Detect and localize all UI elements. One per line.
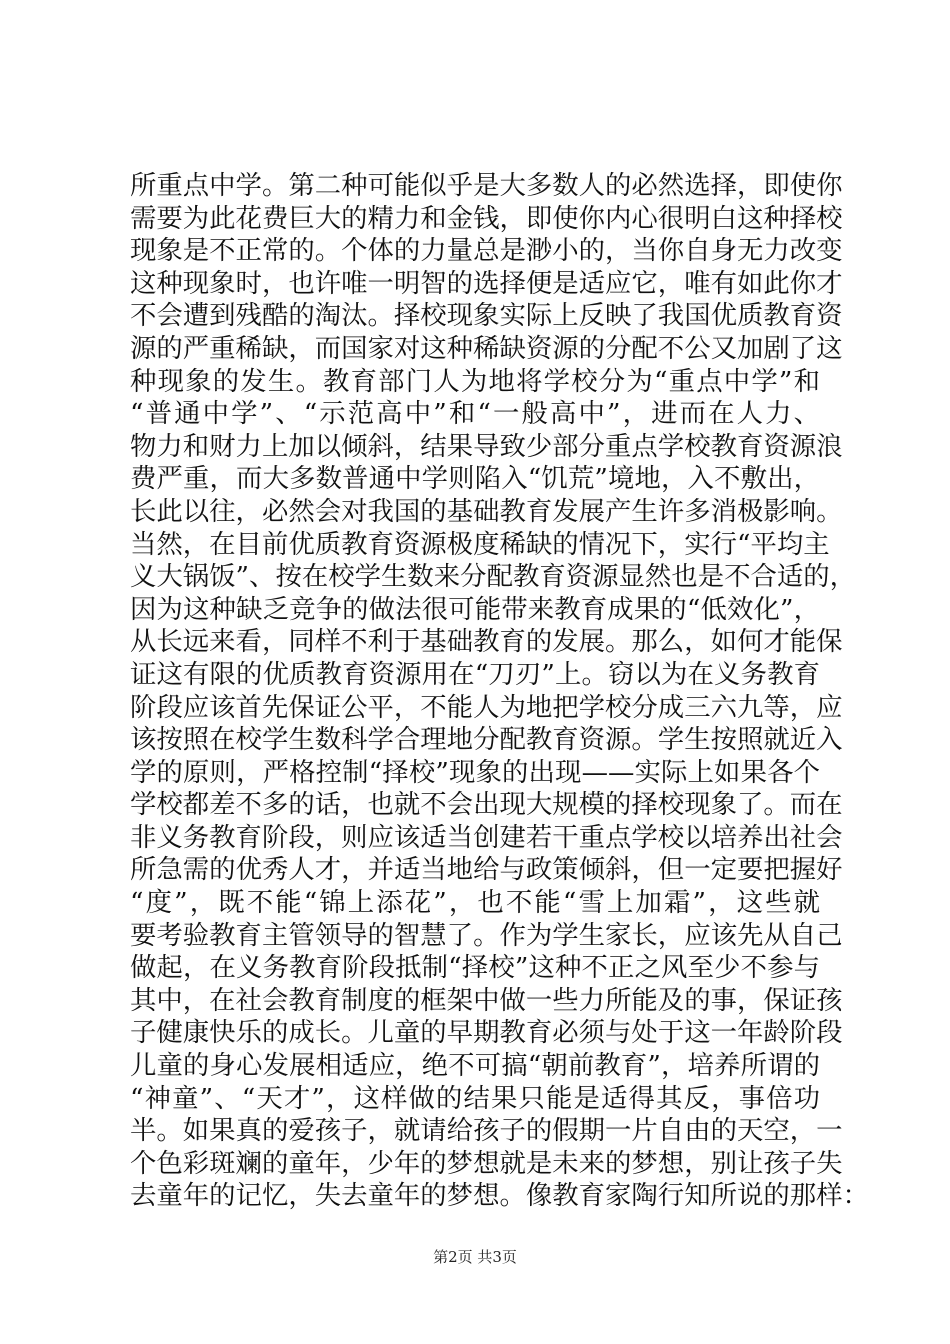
text-line: “神童”、“天才”，这样做的结果只能是适得其反，事倍功 <box>130 1082 820 1114</box>
text-line: 非义务教育阶段，则应该适当创建若干重点学校以培养出社会 <box>130 821 843 853</box>
text-line: 不会遭到残酷的淘汰。择校现象实际上反映了我国优质教育资 <box>130 300 843 332</box>
text-line: 做起，在义务教育阶段抵制“择校”这种不正之风至少不参与 <box>130 952 820 984</box>
text-line: 学的原则，严格控制“择校”现象的出现——实际上如果各个 <box>130 756 820 788</box>
text-line: 要考验教育主管领导的智慧了。作为学生家长，应该先从自己 <box>130 919 843 951</box>
text-line: 儿童的身心发展相适应，绝不可搞“朝前教育”，培养所谓的 <box>130 1050 820 1082</box>
text-line: 需要为此花费巨大的精力和金钱，即使你内心很明白这种择校 <box>130 202 843 234</box>
text-line: 证这有限的优质教育资源用在“刀刃”上。窃以为在义务教育 <box>130 658 820 690</box>
text-line: 物力和财力上加以倾斜，结果导致少部分重点学校教育资源浪 <box>130 430 843 462</box>
text-line: 所急需的优秀人才，并适当地给与政策倾斜，但一定要把握好 <box>130 854 843 886</box>
body-text <box>130 170 869 1213</box>
text-line: 其中，在社会教育制度的框架中做一些力所能及的事，保证孩 <box>130 984 843 1016</box>
text-line: “度”，既不能“锦上添花”，也不能“雪上加霜”，这些就 <box>130 887 820 919</box>
page-number-footer: 第2页 共3页 <box>433 1248 517 1266</box>
text-line: 个色彩斑斓的童年，少年的梦想就是未来的梦想，别让孩子失 <box>130 1147 843 1179</box>
text-line: 义大锅饭”、按在校学生数来分配教育资源显然也是不合适的， <box>130 561 857 593</box>
text-line: 阶段应该首先保证公平，不能人为地把学校分成三六九等，应 <box>130 691 843 723</box>
text-line: 现象是不正常的。个体的力量总是渺小的，当你自身无力改变 <box>130 235 843 267</box>
text-line: 费严重，而大多数普通中学则陷入“饥荒”境地，入不敷出， <box>130 463 820 495</box>
text-line: 种现象的发生。教育部门人为地将学校分为“重点中学”和 <box>130 365 820 397</box>
text-line: 从长远来看，同样不利于基础教育的发展。那么，如何才能保 <box>130 626 843 658</box>
text-line: 学校都差不多的话，也就不会出现大规模的择校现象了。而在 <box>130 789 843 821</box>
text-line: 去童年的记忆，失去童年的梦想。像教育家陶行知所说的那样： <box>130 1180 869 1212</box>
text-line: 所重点中学。第二种可能似乎是大多数人的必然选择，即使你 <box>130 170 843 201</box>
text-line: 当然，在目前优质教育资源极度稀缺的情况下，实行“平均主 <box>130 528 830 560</box>
text-line: 子健康快乐的成长。儿童的早期教育必须与处于这一年龄阶段 <box>130 1017 843 1049</box>
text-line: “普通中学”、“示范高中”和“一般高中”，进而在人力、 <box>130 398 820 430</box>
text-line: 源的严重稀缺，而国家对这种稀缺资源的分配不公又加剧了这 <box>130 332 843 364</box>
text-line: 这种现象时，也许唯一明智的选择便是适应它，唯有如此你才 <box>130 267 843 299</box>
text-line: 该按照在校学生数科学合理地分配教育资源。学生按照就近入 <box>130 724 843 756</box>
text-line: 因为这种缺乏竞争的做法很可能带来教育成果的“低效化”， <box>130 593 820 625</box>
text-line: 长此以往，必然会对我国的基础教育发展产生许多消极影响。 <box>130 495 843 527</box>
text-line: 半。如果真的爱孩子，就请给孩子的假期一片自由的天空，一 <box>130 1115 843 1147</box>
